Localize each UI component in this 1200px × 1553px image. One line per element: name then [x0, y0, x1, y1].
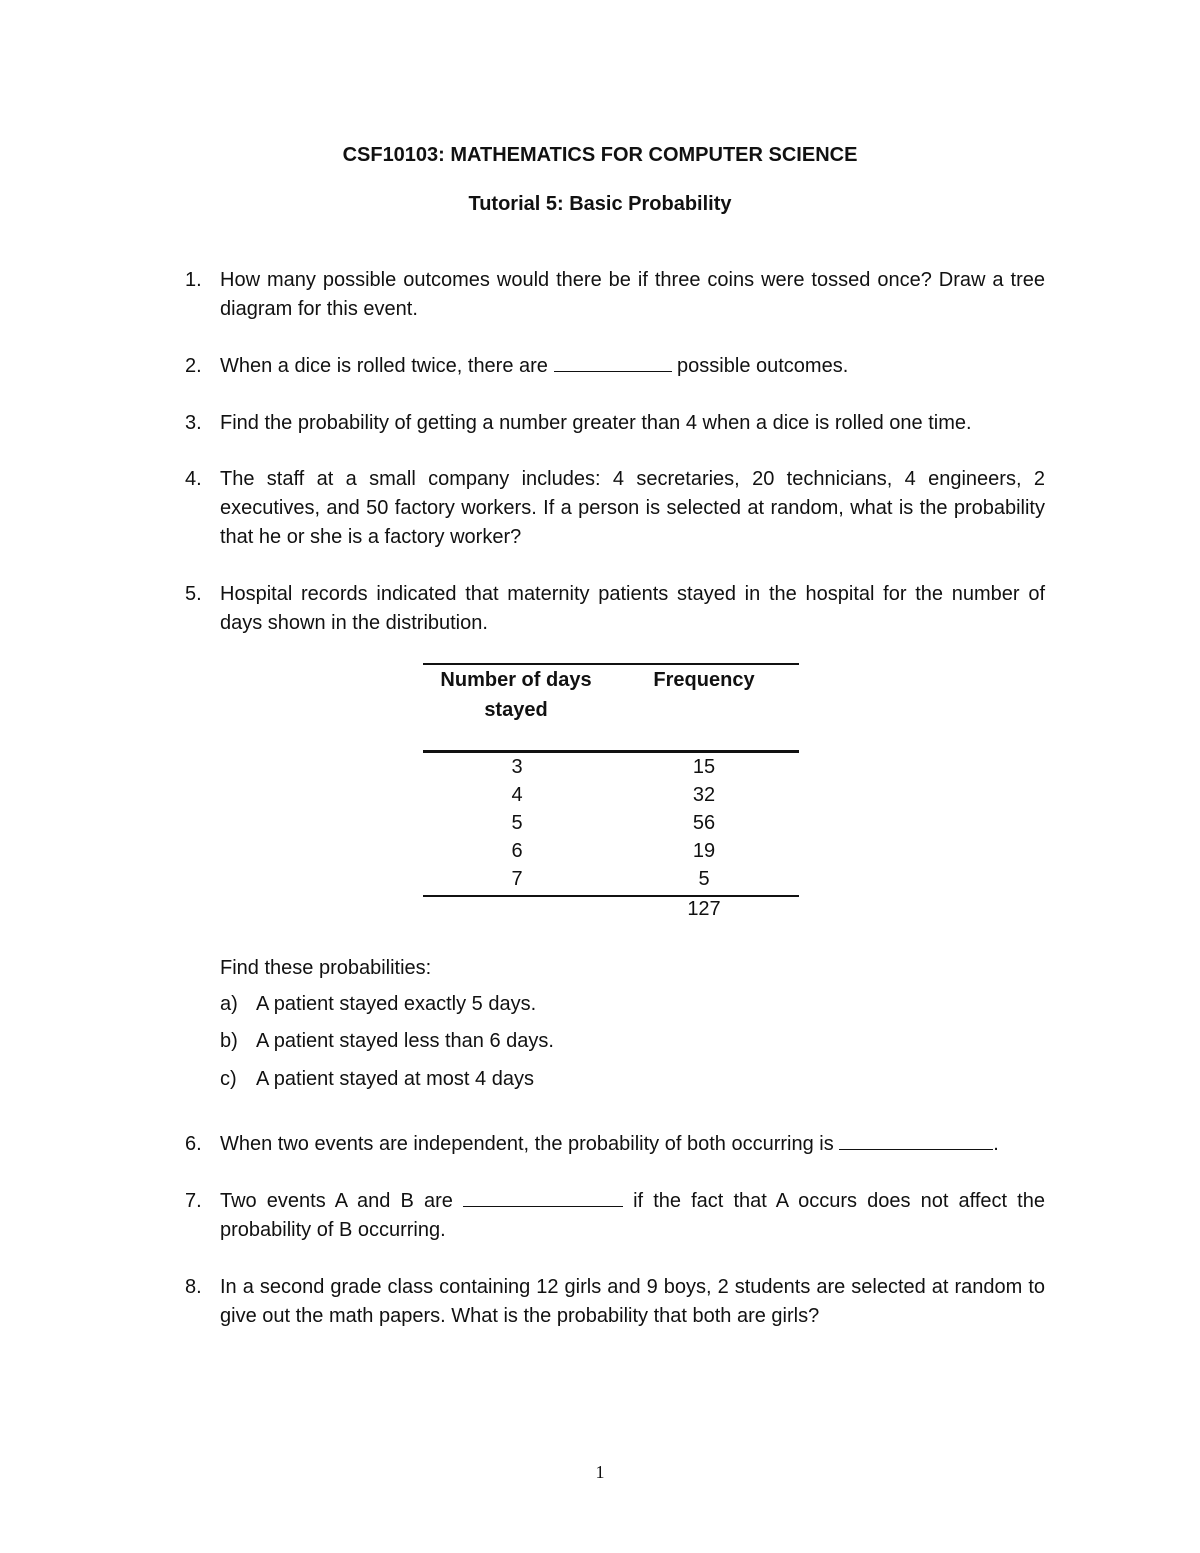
- question-text: Two events A and B are if the fact that A occurs does not affect the probability of B occurring.: [220, 1187, 1045, 1245]
- table-cell-frequency: 15: [692, 756, 716, 778]
- question-number: 5.: [185, 583, 202, 605]
- question-6: [185, 1130, 1045, 1159]
- table-cell-days: 5: [511, 812, 523, 834]
- question-text: When two events are independent, the probability of both occurring is .: [220, 1130, 1045, 1159]
- answer-blank: [839, 1130, 993, 1150]
- sub-question-b: [220, 1027, 554, 1056]
- question-8: [185, 1273, 1045, 1331]
- sub-question-c: [220, 1065, 534, 1094]
- question-7: [185, 1187, 1045, 1245]
- sub-questions-intro: Find these probabilities:: [220, 957, 432, 979]
- table-cell-days: 3: [511, 756, 523, 778]
- question-number: 3.: [185, 412, 202, 434]
- tutorial-title: Tutorial 5: Basic Probability: [468, 193, 732, 215]
- answer-blank: [463, 1187, 623, 1207]
- table-cell-frequency: 56: [692, 812, 716, 834]
- question-3: [185, 409, 1045, 438]
- table-header-frequency: Frequency: [653, 669, 755, 691]
- question-4: [185, 465, 1045, 552]
- table-header-days: Number of days stayed: [440, 669, 592, 721]
- sub-question-text: A patient stayed exactly 5 days.: [256, 993, 537, 1015]
- table-cell-frequency: 19: [692, 840, 716, 862]
- table-cell-frequency: 32: [692, 784, 716, 806]
- table-cell-days: 4: [511, 784, 523, 806]
- table-cell-days: 6: [511, 840, 523, 862]
- table-cell-days: 7: [511, 868, 523, 890]
- table-total: 127: [687, 898, 721, 920]
- question-1: [185, 266, 1045, 324]
- page-number: 1: [595, 1462, 605, 1482]
- question-text: In a second grade class containing 12 girls and 9 boys, 2 students are selected at random to give out the math papers. What is the probability that both are girls?: [220, 1276, 1045, 1327]
- sub-question-text: A patient stayed at most 4 days: [256, 1068, 534, 1090]
- question-text: The staff at a small company includes: 4 secretaries, 20 technicians, 4 engineers, 2 executives, and 50 factory workers. If a person is selected at random, what is the probability that he or she is a factory worker?: [220, 468, 1045, 548]
- sub-question-label: b): [220, 1030, 238, 1052]
- question-5: [185, 580, 1045, 638]
- sub-question-a: [220, 990, 536, 1019]
- question-text: How many possible outcomes would there be if three coins were tossed once? Draw a tree diagram for this event.: [220, 269, 1045, 320]
- table-cell-frequency: 5: [698, 868, 710, 890]
- question-text: Hospital records indicated that maternity patients stayed in the hospital for the number of days shown in the distribution.: [220, 583, 1045, 634]
- question-number: 4.: [185, 468, 202, 490]
- question-2: [185, 352, 1045, 381]
- question-text: Find the probability of getting a number greater than 4 when a dice is rolled one time.: [220, 412, 972, 434]
- question-number: 1.: [185, 269, 202, 291]
- question-number: 8.: [185, 1276, 202, 1298]
- sub-question-label: a): [220, 993, 238, 1015]
- sub-question-text: A patient stayed less than 6 days.: [256, 1030, 554, 1052]
- frequency-table: [423, 663, 799, 923]
- question-number: 7.: [185, 1190, 202, 1212]
- answer-blank: [554, 352, 672, 372]
- question-text: When a dice is rolled twice, there are possible outcomes.: [220, 352, 1045, 381]
- question-number: 2.: [185, 355, 202, 377]
- question-number: 6.: [185, 1133, 202, 1155]
- course-title: CSF10103: MATHEMATICS FOR COMPUTER SCIENCE: [342, 144, 858, 166]
- sub-question-label: c): [220, 1068, 237, 1090]
